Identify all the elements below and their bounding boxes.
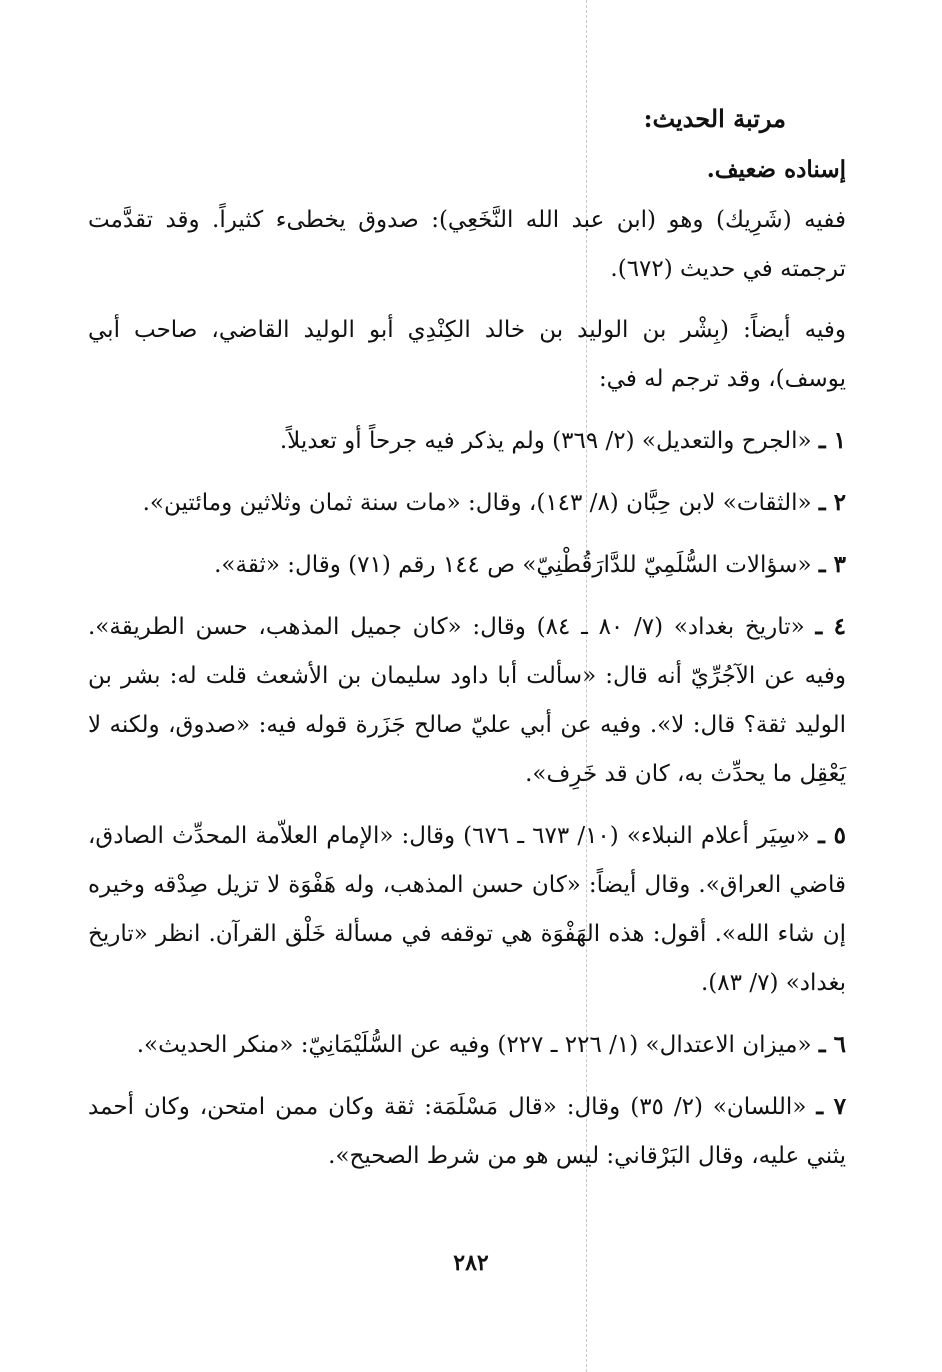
- list-item-number: ١ ـ: [818, 427, 846, 454]
- paragraph-bishr: وفيه أيضاً: (بِشْر بن الوليد بن خالد الكِنْدِي أبو الوليد القاضي، صاحب أبي يوسف)، وقد ترجم له في:: [88, 317, 846, 392]
- list-item-text: «ميزان الاعتدال» (١/ ٢٢٦ ـ ٢٢٧) وفيه عن السُّلَيْمَانِيّ: «منكر الحديث».: [136, 1032, 812, 1058]
- list-item-7: [88, 1082, 846, 1181]
- list-item-number: ٤ ـ: [815, 613, 846, 640]
- list-item-text: «تاريخ بغداد» (٧/ ٨٠ ـ ٨٤) وقال: «كان جميل المذهب، حسن الطريقة». وفيه عن الآجُرِّيّ أنه قال: «سألت أبا داود سليمان بن الأشعث قلت له: بشر بن الوليد ثقة؟ قال: لا». وفيه عن أبي عليّ صالح جَزَرة قوله فيه: «صدوق، ولكنه لا يَعْقِل ما يحدِّث به، كان قد خَرِف».: [88, 614, 846, 787]
- list-item-text: «اللسان» (٢/ ٣٥) وقال: «قال مَسْلَمَة: ثقة وكان ممن امتحن، وكان أحمد يثني عليه، وقال البَرْقاني: ليس هو من شرط الصحيح».: [88, 1094, 846, 1169]
- page-number: ٢٨٢: [453, 1250, 489, 1276]
- list-item-2: [88, 478, 846, 528]
- list-item-text: «سؤالات السُّلَمِيّ للدَّارَقُطْنِيّ» ص ١٤٤ رقم (٧١) وقال: «ثقة».: [214, 552, 812, 578]
- paragraph-sharik: ففيه (شَرِيك) وهو (ابن عبد الله النَّخَعِي): صدوق يخطىء كثيراً. وقد تقدَّمت ترجمته في حديث (٦٧٢).: [88, 207, 846, 282]
- main-text: [88, 96, 846, 1193]
- list-item-3: [88, 540, 846, 590]
- list-item-5: [88, 811, 846, 1008]
- list-item-number: ٥ ـ: [818, 822, 846, 849]
- list-item-number: ٢ ـ: [818, 489, 846, 516]
- list-item-4: [88, 602, 846, 799]
- list-item-text: «سِيَر أعلام النبلاء» (١٠/ ٦٧٣ ـ ٦٧٦) وقال: «الإمام العلاّمة المحدِّث الصادق، قاضي العراق». وقال أيضاً: «كان حسن المذهب، وله هَفْوَة لا تزيل صِدْقه وخيره إن شاء الله». أقول: هذه الهَفْوَة هي توقفه في مسألة خَلْق القرآن. انظر «تاريخ بغداد» (٧/ ٨٣).: [88, 823, 846, 996]
- list-item-1: [88, 416, 846, 466]
- section-heading: مرتبة الحديث:: [643, 104, 786, 133]
- list-item-number: ٦ ـ: [818, 1031, 846, 1058]
- list-item-number: ٧ ـ: [816, 1093, 847, 1120]
- list-item-6: [88, 1020, 846, 1070]
- hadith-grade: إسناده ضعيف.: [706, 156, 846, 183]
- list-item-text: «الثقات» لابن حِبَّان (٨/ ١٤٣)، وقال: «مات سنة ثمان وثلاثين ومائتين».: [142, 490, 812, 516]
- list-item-number: ٣ ـ: [818, 551, 846, 578]
- list-item-text: «الجرح والتعديل» (٢/ ٣٦٩) ولم يذكر فيه جرحاً أو تعديلاً.: [279, 428, 812, 454]
